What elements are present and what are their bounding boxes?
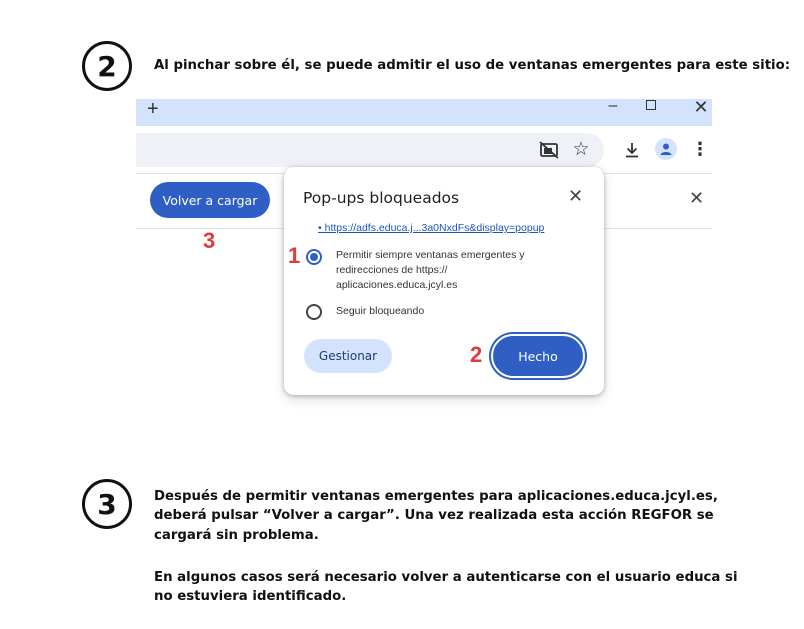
manage-button[interactable]: Gestionar [304, 339, 392, 373]
link-url[interactable]: https://adfs.educa.j...3a0NxdFs&display=popup [324, 222, 545, 234]
browser-screenshot [136, 99, 712, 461]
browser-toolbar [136, 126, 712, 173]
menu-kebab-icon[interactable]: ⋮ [691, 138, 709, 159]
download-icon[interactable] [621, 139, 643, 161]
new-tab-button[interactable]: + [147, 99, 159, 120]
annotation-number-3: 3 [203, 228, 216, 253]
maximize-button[interactable] [646, 100, 656, 110]
step-3-instruction: Después de permitir ventanas emergentes para aplicaciones.educa.jcyl.es, deberá pulsar “Volver a cargar”. Una vez realizada esta acción REGFOR se cargará sin problema. [154, 489, 718, 543]
step-2-number-badge: 2 [82, 41, 132, 91]
keep-blocking-label[interactable]: Seguir bloqueando [336, 305, 425, 317]
allow-popups-radio[interactable] [306, 249, 322, 265]
address-bar[interactable] [136, 133, 604, 167]
infobar-close-icon[interactable]: ✕ [689, 188, 705, 208]
step-3-note: En algunos casos será necesario volver a autenticarse con el usuario educa si no estuviera identificado. [154, 570, 738, 605]
annotation-number-1: 1 [288, 243, 301, 268]
popup-blocked-icon[interactable] [538, 139, 560, 161]
step-2-instruction: Al pinchar sobre él, se puede admitir el uso de ventanas emergentes para este sitio: [154, 58, 791, 73]
close-window-button[interactable]: ✕ [693, 99, 709, 117]
done-button[interactable]: Hecho [491, 334, 585, 378]
popups-blocked-dialog [284, 167, 604, 395]
annotation-number-2: 2 [470, 342, 483, 367]
keep-blocking-radio[interactable] [306, 304, 322, 320]
step-3-number-badge: 3 [82, 479, 132, 529]
minimize-button[interactable]: – [608, 99, 618, 114]
link-bullet: • [318, 222, 322, 234]
dialog-title: Pop-ups bloqueados [303, 189, 460, 207]
bookmark-star-icon[interactable]: ☆ [572, 138, 590, 160]
dialog-close-icon[interactable]: ✕ [568, 186, 584, 206]
browser-tab-bar [136, 99, 712, 126]
profile-avatar-icon[interactable] [655, 138, 677, 160]
blocked-popup-link[interactable] [318, 222, 588, 234]
reload-button[interactable]: Volver a cargar [150, 182, 270, 218]
allow-popups-label[interactable]: Permitir siempre ventanas emergentes y redirecciones de https:// aplicaciones.educa.jcyl.es [336, 249, 525, 292]
